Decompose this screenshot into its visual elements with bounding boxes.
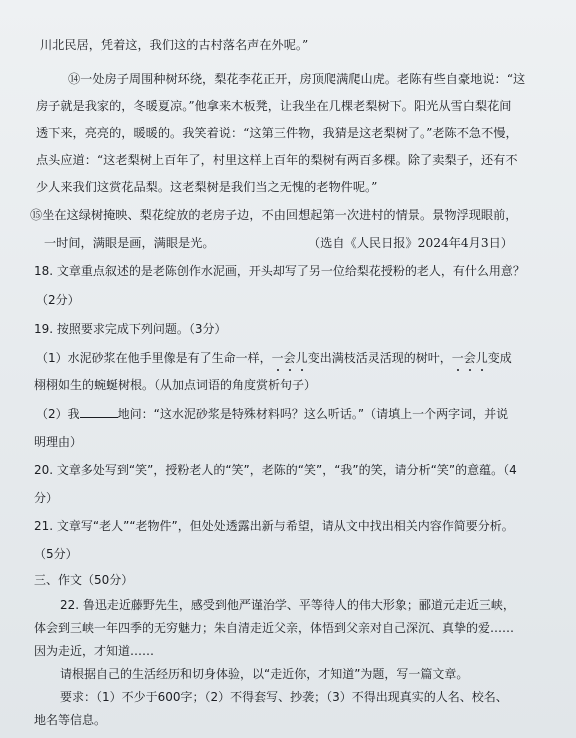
q19-sub1-part-c: 变出满枝活灵活现的树叶， — [307, 351, 452, 365]
question-19-sub2 — [36, 406, 508, 423]
question-20: 20. 文章多处写到“笑”，授粉老人的“笑”，老陈的“笑”，“我”的笑，请分析“笑”的意蕴。（4 — [34, 463, 517, 477]
composition-requirements-line-2: 地名等信息。 — [34, 713, 107, 727]
composition-heading: 三、作文（50分） — [34, 573, 134, 587]
question-21: 21. 文章写“老人”“老物件”，但处处透露出新与希望，请从文中找出相关内容作简要分析。 — [34, 519, 514, 533]
fill-blank[interactable] — [80, 407, 118, 418]
composition-prompt-line-3: 因为走近，才知道…… — [34, 644, 155, 658]
emphasis-char: 会 — [463, 351, 476, 365]
passage-line-1: 川北民居，凭着这，我们这的古村落名声在外呢。” — [40, 38, 309, 52]
question-20-score: 分） — [34, 491, 59, 505]
passage-line-3: 房子就是我家的，冬暖夏凉。”他拿来木板凳，让我坐在几棵老梨树下。阳光从雪白梨花间 — [36, 99, 512, 113]
composition-prompt-line-1: 22. 鲁迅走近藤野先生，感受到他严谨治学、平等待人的伟大形象；郦道元走近三峡， — [60, 598, 515, 612]
passage-line-4: 透下来，亮亮的，暖暖的。我笑着说：“这第三件物，我猜是这老梨树了。”老陈不急不慢， — [36, 126, 518, 140]
q19-sub2-part-b: 地问：“这水泥砂浆是特殊材料吗？这么听话。”（请填上一个两字词，并说 — [117, 407, 509, 421]
question-21-score: （5分） — [34, 547, 78, 561]
emphasis-char: 儿 — [475, 351, 488, 365]
question-19: 19. 按照要求完成下列问题。（3分） — [34, 322, 227, 336]
q19-sub2-part-a: （2）我 — [36, 407, 80, 421]
question-18: 18. 文章重点叙述的是老陈创作水泥画，开头却写了另一位给梨花授粉的老人，有什么用意？ — [34, 264, 525, 278]
q19-dotted-word-1 — [272, 351, 308, 365]
q19-sub1-part-e: 变成 — [487, 351, 512, 365]
passage-paragraph-15: ⑮坐在这绿树掩映、梨花绽放的老房子边，不由回想起第一次进村的情景。景物浮现眼前， — [30, 208, 518, 222]
composition-requirements-line-1: 要求：（1）不少于600字；（2）不得套写、抄袭；（3）不得出现真实的人名、校名、 — [60, 690, 508, 704]
question-18-score: （2分） — [36, 293, 80, 307]
emphasis-char: 儿 — [295, 351, 308, 365]
q19-dotted-word-2 — [452, 351, 488, 365]
emphasis-char: 会 — [283, 351, 296, 365]
question-19-sub1-line2: 栩栩如生的蜿蜒树根。（从加点词语的角度赏析句子） — [34, 378, 317, 392]
composition-instruction: 请根据自己的生活经历和切身体验，以“走近你，才知道”为题，写一篇文章。 — [60, 667, 469, 681]
composition-prompt-line-2: 体会到三峡一年四季的无穷魅力；朱自清走近父亲，体悟到父亲对自己深沉、真挚的爱…… — [34, 621, 515, 635]
question-19-sub2-line2: 明理由） — [34, 435, 83, 449]
question-19-sub1-line1 — [36, 350, 512, 367]
passage-line-5: 点头应道：“这老梨树上百年了，村里这样上百年的梨树有两百多棵。除了卖梨子，还有不 — [36, 153, 518, 167]
passage-line-8: 一时间，满眼是画，满眼是光。 — [44, 236, 215, 250]
passage-paragraph-14: ⑭一处房子周围种树环绕，梨花李花正开，房顶爬满爬山虎。老陈有些自豪地说：“这 — [68, 72, 526, 86]
emphasis-char: 一 — [271, 351, 284, 365]
emphasis-char: 一 — [451, 351, 464, 365]
passage-source: （选自《人民日报》2024年4月3日） — [308, 236, 513, 250]
passage-line-6: 少人来我们这赏花品梨。这老梨树是我们当之无愧的老物件呢。” — [36, 180, 378, 194]
q19-sub1-part-a: （1）水泥砂浆在他手里像是有了生命一样， — [36, 351, 272, 365]
